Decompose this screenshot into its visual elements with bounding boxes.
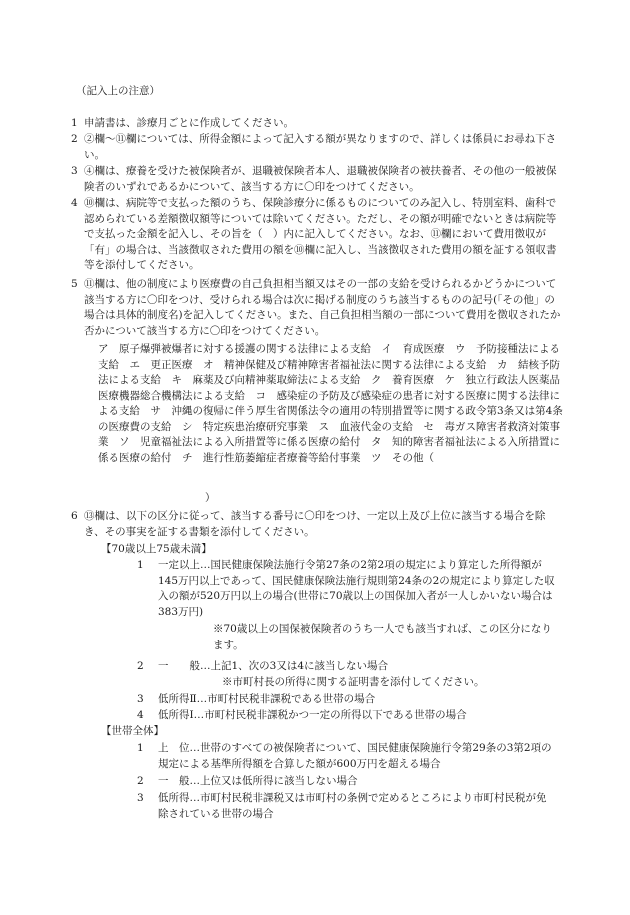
note-item-6 xyxy=(71,509,564,540)
category-text: …上記1、次の3又は4に該当しない場合 xyxy=(200,660,389,672)
category-entry-1 xyxy=(137,558,556,620)
category-number: 2 xyxy=(137,775,144,787)
applicable-systems-list: ア 原子爆弾被爆者に対する援護の関する法律による支給 イ 育成医療 ウ 予防接種法による支給 エ 更正医療 オ 精神保健及び精神障害者福祉法に関する法律による支給 カ 結核予防法による支給 キ 麻薬及び向精神薬取締法による支給 ク 養育医療 ケ 独立行政法人医薬品医療機器総合機構法による支給 コ 感染症の予防及び感染症の患者に対する医療に関する法律による支給 サ 沖縄の復帰に伴う厚生省関係法令の適用の特別措置等に関する政令第3条又は第4条の医療費の支給 シ 特定疾患治療研究事業 ス 血液代金の支給 セ 毒ガス障害者救済対策事業 ソ 児童福祉法による入所措置等に係る医療の給付 タ 知的障害者福祉法による入所措置に係る医療の給付 チ 進行性筋萎縮症者療養等給付事業 ツ その他（ xyxy=(98,343,563,464)
note-text: ⑪欄は、他の制度により医療費の自己負担相当額又はその一部の支給を受けられるかどうかについて該当する方に〇印をつけ、受けられる場合は次に掲げる制度のうち該当するものの記号(「その他」の場合は具体的制度名)を記入してください。また、自己負担相当額の一部について費用を徴収されたか否かについて該当する方に〇印をつけてください。 xyxy=(84,278,561,337)
category-label: 低所得Ⅱ xyxy=(158,693,197,705)
category-note-2: ※市町村長の所得に関する証明書を添付してください。 xyxy=(222,676,485,688)
category-text: …国民健康保険法施行令第27条の2第2項の規定により算定した所得額が145万円以上であって、国民健康保険法施行規則第24条の2の規定により算定した収入の額が520万円以上の場合(世帯に70歳以上の国保加入者が一人しかいない場合は383万円) xyxy=(158,559,555,618)
category-label: 低所得Ⅰ xyxy=(158,709,194,721)
category-label: 低所得 xyxy=(158,792,190,804)
note-text: ②欄～⑪欄については、所得金額によって記入する額が異なりますので、詳しくは係員にお尋ね下さい。 xyxy=(84,133,557,161)
section-header-age-70-75: 【70歳以上75歳未満】 xyxy=(101,543,212,555)
category-number: 3 xyxy=(137,792,144,804)
category-label: 一 般 xyxy=(158,660,200,672)
household-entry-1 xyxy=(137,741,556,772)
category-text: …世帯のすべての被保険者について、国民健康保険施行令第29条の3第2項の規定による基準所得額を合算した額が600万円を超える場合 xyxy=(158,742,552,770)
category-entry-4 xyxy=(137,708,556,724)
note-text: ⑬欄は、以下の区分に従って、該当する番号に〇印をつけ、一定以上及び上位に該当する場合を除き、その事実を証する書類を添付してください。 xyxy=(84,510,546,538)
note-text: 申請書は、診療月ごとに作成してください。 xyxy=(84,117,294,129)
category-number: 4 xyxy=(137,709,144,721)
note-item-5 xyxy=(71,277,564,339)
category-number: 1 xyxy=(137,559,144,571)
note-number: 3 xyxy=(71,165,78,177)
page-title: （記入上の注意） xyxy=(76,85,160,97)
category-number: 3 xyxy=(137,693,144,705)
category-text: …市町村民税非課税かつ一定の所得以下である世帯の場合 xyxy=(193,709,467,721)
section-header-household: 【世帯全体】 xyxy=(101,725,164,737)
category-text: …上位又は低所得に該当しない場合 xyxy=(189,775,358,787)
category-note-1: ※70歳以上の国保被保険者のうち一人でも該当すれば、この区分になります。 xyxy=(213,623,552,651)
household-entry-3 xyxy=(137,791,556,822)
note-number: 6 xyxy=(71,510,78,522)
category-label: 一定以上 xyxy=(158,559,200,571)
note-item-3 xyxy=(71,164,564,195)
category-label: 一 般 xyxy=(158,775,190,787)
category-text: …市町村民税非課税である世帯の場合 xyxy=(196,693,376,705)
note-item-2 xyxy=(71,132,564,163)
note-item-1 xyxy=(71,116,564,132)
note-number: 2 xyxy=(71,133,78,145)
note-number: 5 xyxy=(71,278,78,290)
category-number: 1 xyxy=(137,742,144,754)
category-entry-3 xyxy=(137,692,556,708)
category-entry-2 xyxy=(137,659,556,675)
household-entry-2 xyxy=(137,774,556,790)
category-label: 上 位 xyxy=(158,742,190,754)
note-number: 4 xyxy=(71,197,78,209)
category-number: 2 xyxy=(137,660,144,672)
note-text: ⑩欄は、病院等で支払った額のうち、保険診療分に係るものについてのみ記入し、特別室料、歯科で認められている差額徴収額等については除いてください。ただし、その額が明確でないときは病院等で支払った金額を記入し、その旨を（ ）内に記入してください。なお、⑪欄において費用徴収が「有」の場合は、当該徴収された費用の額を⑩欄に記入し、当該徴収された費用の額を証する領収書等を添付してください。 xyxy=(84,197,557,271)
category-text: …市町村民税非課税又は市町村の条例で定めるところにより市町村民税が免除されている世帯の場合 xyxy=(158,792,547,820)
note-text: ④欄は、療養を受けた被保険者が、退職被保険者本人、退職被保険者の被扶養者、その他の一般被保険者のいずれであるかについて、該当する方に〇印をつけてください。 xyxy=(84,165,557,193)
note-number: 1 xyxy=(71,117,78,129)
note-item-4 xyxy=(71,196,564,274)
systems-close-paren: ） xyxy=(205,492,216,504)
